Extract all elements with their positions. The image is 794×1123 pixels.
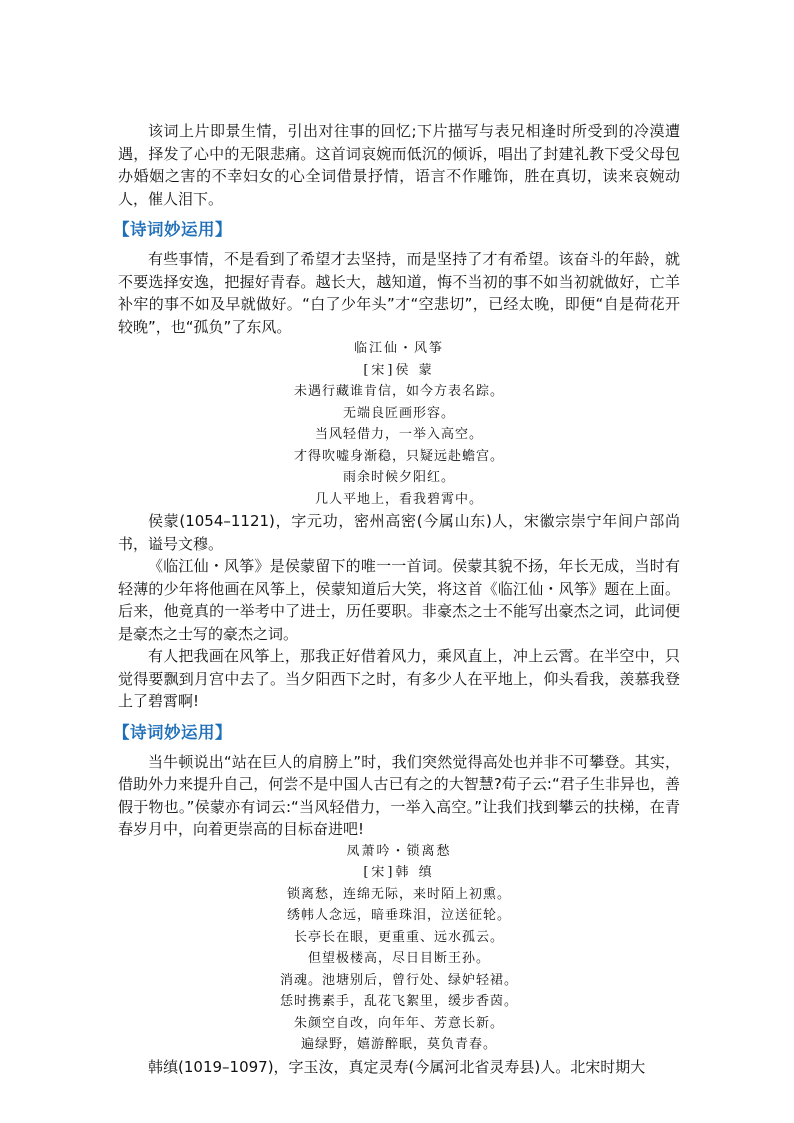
poem-linjiangxian <box>118 338 680 510</box>
poem-line: 消魂。池塘别后，曾行处、绿妒轻裙。 <box>279 972 518 988</box>
paragraph-author-bio: 韩缜(1019–1097)，字玉汝，真定灵寿(今属河北省灵寿县)人。北宋时期大 <box>148 1057 646 1076</box>
poem-line: 才得吹嘘身渐稳，只疑远赴蟾宫。 <box>293 448 504 464</box>
paragraph-poem-story: 《临江仙・风筝》是侯蒙留下的唯一一首词。侯蒙其貌不扬，年长无成，当时有轻薄的少年将他画在风筝上，侯蒙知道后大笑，将这首《临江仙・风筝》题在上面。后来，他竟真的一举考中了进士，历任要职。非豪杰之士不能写出豪杰之词，此词便是豪杰之士写的豪杰之词。 <box>118 557 680 643</box>
poem-fengxiaoyin <box>118 841 680 1056</box>
paragraph-analysis: 该词上片即景生情，引出对往事的回忆;下片描写与表兄相逢时所受到的冷漠遭遇，择发了心中的无限悲痛。这首词哀婉而低沉的倾诉，唱出了封建礼教下受父母包办婚姻之害的不幸妇女的心全词借景抒情，语言不作雕饰，胜在真切，读来哀婉动人，催人泪下。 <box>118 122 680 208</box>
poem-line: 恁时携素手，乱花飞絮里，缓步香茵。 <box>279 994 518 1009</box>
poem-line: 无端良匠画形容。 <box>342 405 455 421</box>
paragraph-author-bio: 侯蒙(1054–1121)，字元功，密州高密(今属山东)人，宋徽宗崇宁年间户部尚书，谥号文穆。 <box>118 512 680 553</box>
poem-line: 当风轻借力，一举入高空。 <box>314 427 483 442</box>
poem-line: 雨余时候夕阳红。 <box>342 470 455 485</box>
poem-line: 绣帏人念远，暗垂珠泪，泣送征轮。 <box>286 908 511 923</box>
poem-author: [宋]韩 缜 <box>363 865 435 880</box>
section-heading-text: 【诗词妙运用】 <box>113 722 232 742</box>
document-page <box>113 120 680 1078</box>
paragraph-usage: 当牛顿说出“站在巨人的肩膀上”时，我们突然觉得高处也并非不可攀登。其实，借助外力来提升自己，何尝不是中国人古已有之的大智慧?荀子云:“君子生非异也，善假于物也。”侯蒙亦有词云:“当风轻借力，一举入高空。”让我们找到攀云的扶梯，在青春岁月中，向着更崇高的目标奋进吧! <box>118 752 680 838</box>
poem-line: 几人平地上，看我碧霄中。 <box>314 491 483 507</box>
paragraph-usage: 有些事情，不是看到了希望才去坚持，而是坚持了才有希望。该奋斗的年龄，就不要选择安逸，把握好青春。越长大，越知道，悔不当初的事不如当初就做好，亡羊补牢的事不如及早就做好。“白了少年头”才“空悲切”，已经太晚，即便“自是荷花开较晚”，也“孤负”了东风。 <box>118 250 680 336</box>
poem-line: 未遇行藏谁肯信，如今方表名踪。 <box>293 384 504 399</box>
poem-author: [宋]侯 蒙 <box>363 362 435 378</box>
section-heading-text: 【诗词妙运用】 <box>113 220 232 239</box>
paragraph-poem-translation: 有人把我画在风筝上，那我正好借着风力，乘风直上，冲上云霄。在半空中，只觉得要飘到月宫中去了。当夕阳西下之时，有多少人在平地上，仰头看我，羡慕我登上了碧霄啊! <box>118 647 680 710</box>
poem-line: 但望极楼高，尽日目断王孙。 <box>307 951 490 966</box>
poem-line: 锁离愁，连绵无际，来时陌上初熏。 <box>286 886 511 902</box>
poem-title: 凤萧吟・锁离愁 <box>346 843 452 859</box>
poem-line: 朱颜空自改，向年年、芳意长新。 <box>293 1015 504 1031</box>
section-heading <box>113 217 680 243</box>
poem-line: 遍绿野，嬉游醉眠，莫负青春。 <box>300 1037 497 1052</box>
poem-line: 长亭长在眼，更重重、远水孤云。 <box>293 929 504 945</box>
section-heading <box>113 720 680 746</box>
poem-title: 临江仙・风筝 <box>353 341 444 356</box>
